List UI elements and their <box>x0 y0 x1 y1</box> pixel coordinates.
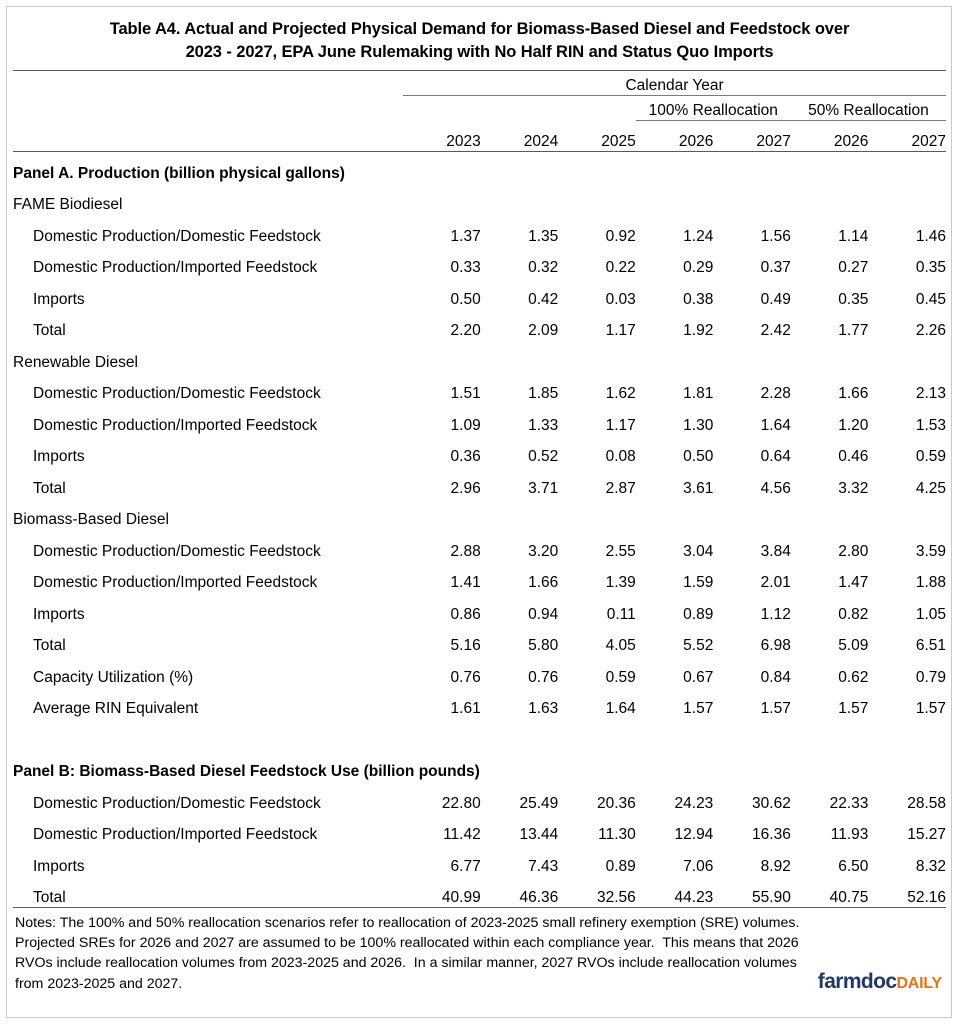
table-row <box>13 529 946 561</box>
cell-value: 0.42 <box>528 290 559 308</box>
cell-value: 2.09 <box>528 322 559 340</box>
cell-value: 6.51 <box>915 637 946 655</box>
cell-value: 7.43 <box>528 857 559 875</box>
data-table <box>13 71 946 908</box>
cell-value: 1.57 <box>760 700 791 718</box>
row-label: Domestic Production/Imported Feedstock <box>33 826 318 844</box>
cell-value: 28.58 <box>907 794 946 812</box>
cell-value <box>713 151 791 183</box>
cell-value: 0.79 <box>915 668 946 686</box>
cell-value: 0.03 <box>605 290 636 308</box>
table-row <box>13 466 946 498</box>
cell-value: 1.17 <box>605 416 636 434</box>
cell-value: 3.32 <box>838 479 869 497</box>
notes-line-4: from 2023-2025 and 2027. <box>15 975 183 992</box>
row-label: Total <box>33 479 66 497</box>
row-label: Total <box>33 889 66 907</box>
cell-value: 5.16 <box>450 637 481 655</box>
cell-value: 0.59 <box>605 668 636 686</box>
table-row <box>13 561 946 593</box>
cell-value <box>713 750 791 782</box>
cell-value: 1.53 <box>915 416 946 434</box>
table-row <box>13 687 946 719</box>
cell-value <box>403 340 481 372</box>
table-row <box>13 372 946 404</box>
cell-value: 0.50 <box>450 290 481 308</box>
cell-value <box>481 183 559 215</box>
table-row <box>13 844 946 876</box>
cell-value: 2.96 <box>450 479 481 497</box>
cell-value: 5.80 <box>528 637 559 655</box>
cell-value <box>868 750 946 782</box>
cell-value <box>403 498 481 530</box>
cell-value: 0.50 <box>683 448 714 466</box>
cell-value: 0.46 <box>838 448 869 466</box>
cell-value <box>868 151 946 183</box>
cell-value <box>403 183 481 215</box>
cell-value <box>713 718 791 750</box>
cell-value: 0.76 <box>450 668 481 686</box>
row-label: Domestic Production/Domestic Feedstock <box>33 542 321 560</box>
row-label: Imports <box>33 290 85 308</box>
cell-value: 0.45 <box>915 290 946 308</box>
row-label: Panel A. Production (billion physical gallons) <box>13 164 345 182</box>
cell-value: 1.14 <box>838 227 869 245</box>
cell-value <box>713 183 791 215</box>
cell-value: 22.33 <box>829 794 869 812</box>
header-row-years <box>13 120 946 151</box>
cell-value <box>558 718 636 750</box>
row-label: Domestic Production/Imported Feedstock <box>33 416 318 434</box>
cell-value: 55.90 <box>752 889 791 907</box>
cell-value: 46.36 <box>519 889 559 907</box>
cell-value: 40.75 <box>829 889 869 907</box>
cell-value: 0.82 <box>838 605 869 623</box>
header-year-2024: 2024 <box>481 120 559 151</box>
table-head <box>13 71 946 152</box>
cell-value: 2.13 <box>915 385 946 403</box>
cell-value: 6.98 <box>760 637 791 655</box>
cell-value: 3.59 <box>915 542 946 560</box>
cell-value: 1.30 <box>683 416 714 434</box>
header-group-50-reallocation: 50% Reallocation <box>791 95 946 120</box>
row-label: Average RIN Equivalent <box>33 700 199 718</box>
cell-value: 1.09 <box>450 416 481 434</box>
cell-value: 1.92 <box>683 322 714 340</box>
cell-value: 1.88 <box>915 574 946 592</box>
cell-value: 25.49 <box>519 794 559 812</box>
cell-value: 2.28 <box>760 385 791 403</box>
cell-value <box>481 718 559 750</box>
row-label: Imports <box>33 857 85 875</box>
row-label: FAME Biodiesel <box>13 196 123 214</box>
table-row <box>13 246 946 278</box>
cell-value: 0.49 <box>760 290 791 308</box>
cell-value: 0.92 <box>605 227 636 245</box>
cell-value: 1.46 <box>915 227 946 245</box>
cell-value: 1.77 <box>838 322 869 340</box>
table-group-heading-row <box>13 498 946 530</box>
cell-value: 52.16 <box>907 889 946 907</box>
cell-value: 11.42 <box>443 826 481 844</box>
cell-value: 1.17 <box>605 322 636 340</box>
table-spacer-row <box>13 718 946 750</box>
notes-block <box>13 908 946 994</box>
cell-value: 1.51 <box>450 385 481 403</box>
cell-value <box>791 340 869 372</box>
cell-value: 1.33 <box>528 416 559 434</box>
table-panel-heading-row <box>13 750 946 782</box>
cell-value: 40.99 <box>441 889 481 907</box>
cell-value: 6.50 <box>838 857 869 875</box>
cell-value: 1.12 <box>760 605 791 623</box>
header-row-calendar-year <box>13 71 946 96</box>
cell-value: 16.36 <box>752 826 791 844</box>
cell-value: 0.84 <box>760 668 791 686</box>
table-group-heading-row <box>13 340 946 372</box>
header-row-reallocation <box>13 95 946 120</box>
cell-value <box>558 340 636 372</box>
cell-value <box>558 151 636 183</box>
cell-value: 0.37 <box>760 259 791 277</box>
cell-value: 3.61 <box>683 479 714 497</box>
cell-value: 0.27 <box>838 259 869 277</box>
cell-value <box>558 183 636 215</box>
cell-value: 0.67 <box>683 668 714 686</box>
cell-value: 0.35 <box>838 290 869 308</box>
cell-value: 3.71 <box>528 479 559 497</box>
row-label: Total <box>33 322 66 340</box>
cell-value <box>868 498 946 530</box>
row-label: Capacity Utilization (%) <box>33 668 194 686</box>
cell-value: 2.42 <box>760 322 791 340</box>
cell-value: 44.23 <box>674 889 714 907</box>
logo-farmdoc-text: farmdoc <box>817 969 897 993</box>
cell-value: 1.56 <box>760 227 791 245</box>
cell-value <box>636 183 714 215</box>
cell-value: 0.38 <box>683 290 714 308</box>
header-year-2027-50: 2027 <box>868 120 946 151</box>
cell-value <box>481 151 559 183</box>
row-label: Imports <box>33 605 85 623</box>
cell-value <box>636 340 714 372</box>
cell-value <box>713 340 791 372</box>
row-label: Domestic Production/Imported Feedstock <box>33 574 318 592</box>
cell-value <box>481 340 559 372</box>
header-blank-years <box>403 95 636 120</box>
cell-value: 0.89 <box>605 857 636 875</box>
cell-value: 1.41 <box>450 574 481 592</box>
cell-value: 1.57 <box>915 700 946 718</box>
header-years-blank <box>13 120 403 151</box>
table-row <box>13 876 946 908</box>
cell-value: 0.62 <box>838 668 869 686</box>
cell-value <box>636 750 714 782</box>
cell-value: 1.62 <box>605 385 636 403</box>
table-panel-heading-row <box>13 151 946 183</box>
cell-value <box>791 718 869 750</box>
table-row <box>13 655 946 687</box>
cell-value: 4.25 <box>915 479 946 497</box>
table-body <box>13 151 946 907</box>
cell-value <box>636 718 714 750</box>
table-row <box>13 214 946 246</box>
cell-value: 1.61 <box>450 700 481 718</box>
cell-value <box>868 718 946 750</box>
cell-value: 1.39 <box>605 574 636 592</box>
cell-value: 0.36 <box>450 448 481 466</box>
cell-value: 2.55 <box>605 542 636 560</box>
cell-value <box>636 498 714 530</box>
table-row <box>13 403 946 435</box>
table-row <box>13 781 946 813</box>
header-calendar-year: Calendar Year <box>403 71 946 96</box>
cell-value: 13.44 <box>519 826 559 844</box>
cell-value: 0.32 <box>528 259 559 277</box>
logo-daily-text: DAILY <box>896 974 942 992</box>
cell-value: 4.56 <box>760 479 791 497</box>
table-row <box>13 277 946 309</box>
table-row <box>13 592 946 624</box>
cell-value: 0.59 <box>915 448 946 466</box>
cell-value: 2.80 <box>838 542 869 560</box>
table-group-heading-row <box>13 183 946 215</box>
cell-value: 30.62 <box>752 794 791 812</box>
notes-line-1: Notes: The 100% and 50% reallocation scenarios refer to reallocation of 2023-2025 small refinery exemption (SRE) volumes. <box>15 915 800 932</box>
row-label: Renewable Diesel <box>13 353 138 371</box>
cell-value: 2.88 <box>450 542 481 560</box>
row-label: Domestic Production/Domestic Feedstock <box>33 385 321 403</box>
notes-line-2: Projected SREs for 2026 and 2027 are assumed to be 100% reallocated within each compliance year. This means that 2026 <box>15 935 799 952</box>
cell-value: 1.64 <box>760 416 791 434</box>
cell-value: 1.57 <box>683 700 714 718</box>
cell-value: 8.32 <box>915 857 946 875</box>
row-label: Domestic Production/Imported Feedstock <box>33 259 318 277</box>
row-label: Domestic Production/Domestic Feedstock <box>33 794 321 812</box>
cell-value: 0.22 <box>605 259 636 277</box>
cell-value: 32.56 <box>596 889 636 907</box>
table-container <box>13 8 946 994</box>
cell-value: 2.87 <box>605 479 636 497</box>
cell-value: 0.08 <box>605 448 636 466</box>
table-row <box>13 435 946 467</box>
cell-value: 11.30 <box>598 826 636 844</box>
cell-value: 0.33 <box>450 259 481 277</box>
cell-value: 0.35 <box>915 259 946 277</box>
header-year-2026-100: 2026 <box>636 120 714 151</box>
cell-value: 1.59 <box>683 574 714 592</box>
cell-value: 1.63 <box>528 700 559 718</box>
cell-value: 0.86 <box>450 605 481 623</box>
cell-value: 1.05 <box>915 605 946 623</box>
header-corner-blank <box>13 71 403 96</box>
cell-value <box>791 183 869 215</box>
cell-value: 1.64 <box>605 700 636 718</box>
cell-value <box>558 750 636 782</box>
cell-value <box>713 498 791 530</box>
row-label <box>13 718 403 750</box>
cell-value: 0.29 <box>683 259 714 277</box>
row-label: Biomass-Based Diesel <box>13 511 169 529</box>
cell-value: 24.23 <box>674 794 714 812</box>
table-row <box>13 309 946 341</box>
cell-value: 3.84 <box>760 542 791 560</box>
cell-value <box>403 718 481 750</box>
cell-value <box>403 151 481 183</box>
cell-value: 0.89 <box>683 605 714 623</box>
cell-value: 0.52 <box>528 448 559 466</box>
cell-value: 4.05 <box>605 637 636 655</box>
cell-value: 15.27 <box>907 826 946 844</box>
cell-value <box>791 498 869 530</box>
title-line-1: Table A4. Actual and Projected Physical Demand for Biomass-Based Diesel and Feedstock over <box>109 20 850 38</box>
cell-value: 1.35 <box>528 227 559 245</box>
cell-value: 1.85 <box>528 385 559 403</box>
cell-value <box>868 340 946 372</box>
cell-value: 7.06 <box>683 857 714 875</box>
cell-value <box>636 151 714 183</box>
cell-value: 1.66 <box>528 574 559 592</box>
cell-value: 1.81 <box>683 385 714 403</box>
title-line-2: 2023 - 2027, EPA June Rulemaking with No Half RIN and Status Quo Imports <box>185 42 774 61</box>
cell-value: 0.94 <box>528 605 559 623</box>
header-year-2026-50: 2026 <box>791 120 869 151</box>
header-group-100-reallocation: 100% Reallocation <box>636 95 791 120</box>
notes-line-3: RVOs include reallocation volumes from 2023-2025 and 2026. In a similar manner, 2027 RVOs include reallocation volumes <box>15 955 797 972</box>
header-year-2027-100: 2027 <box>713 120 791 151</box>
cell-value: 1.24 <box>683 227 714 245</box>
cell-value <box>791 151 869 183</box>
cell-value <box>791 750 869 782</box>
table-row <box>13 624 946 656</box>
cell-value: 6.77 <box>450 857 481 875</box>
row-label: Domestic Production/Domestic Feedstock <box>33 227 321 245</box>
table-row <box>13 813 946 845</box>
farmdoc-daily-logo <box>818 971 942 992</box>
header-year-2025: 2025 <box>558 120 636 151</box>
cell-value: 1.66 <box>838 385 869 403</box>
cell-value: 2.01 <box>760 574 791 592</box>
header-year-2023: 2023 <box>403 120 481 151</box>
header-blank-left <box>13 95 403 120</box>
page-title <box>13 8 946 70</box>
row-label: Total <box>33 637 66 655</box>
cell-value: 20.36 <box>596 794 636 812</box>
cell-value <box>558 498 636 530</box>
cell-value: 1.47 <box>838 574 869 592</box>
cell-value: 3.20 <box>528 542 559 560</box>
cell-value: 1.20 <box>838 416 869 434</box>
cell-value: 5.52 <box>683 637 714 655</box>
cell-value: 0.76 <box>528 668 559 686</box>
cell-value <box>481 498 559 530</box>
cell-value: 0.64 <box>760 448 791 466</box>
cell-value: 22.80 <box>441 794 481 812</box>
cell-value: 8.92 <box>760 857 791 875</box>
cell-value: 11.93 <box>830 826 869 844</box>
cell-value: 2.20 <box>450 322 481 340</box>
cell-value: 1.57 <box>838 700 869 718</box>
cell-value: 5.09 <box>838 637 869 655</box>
cell-value <box>868 183 946 215</box>
cell-value: 0.11 <box>606 605 636 623</box>
cell-value: 1.37 <box>450 227 481 245</box>
cell-value: 12.94 <box>674 826 714 844</box>
cell-value: 3.04 <box>683 542 714 560</box>
cell-value <box>481 750 559 782</box>
row-label: Panel B: Biomass-Based Diesel Feedstock Use (billion pounds) <box>13 763 480 781</box>
cell-value: 2.26 <box>915 322 946 340</box>
row-label: Imports <box>33 448 85 466</box>
